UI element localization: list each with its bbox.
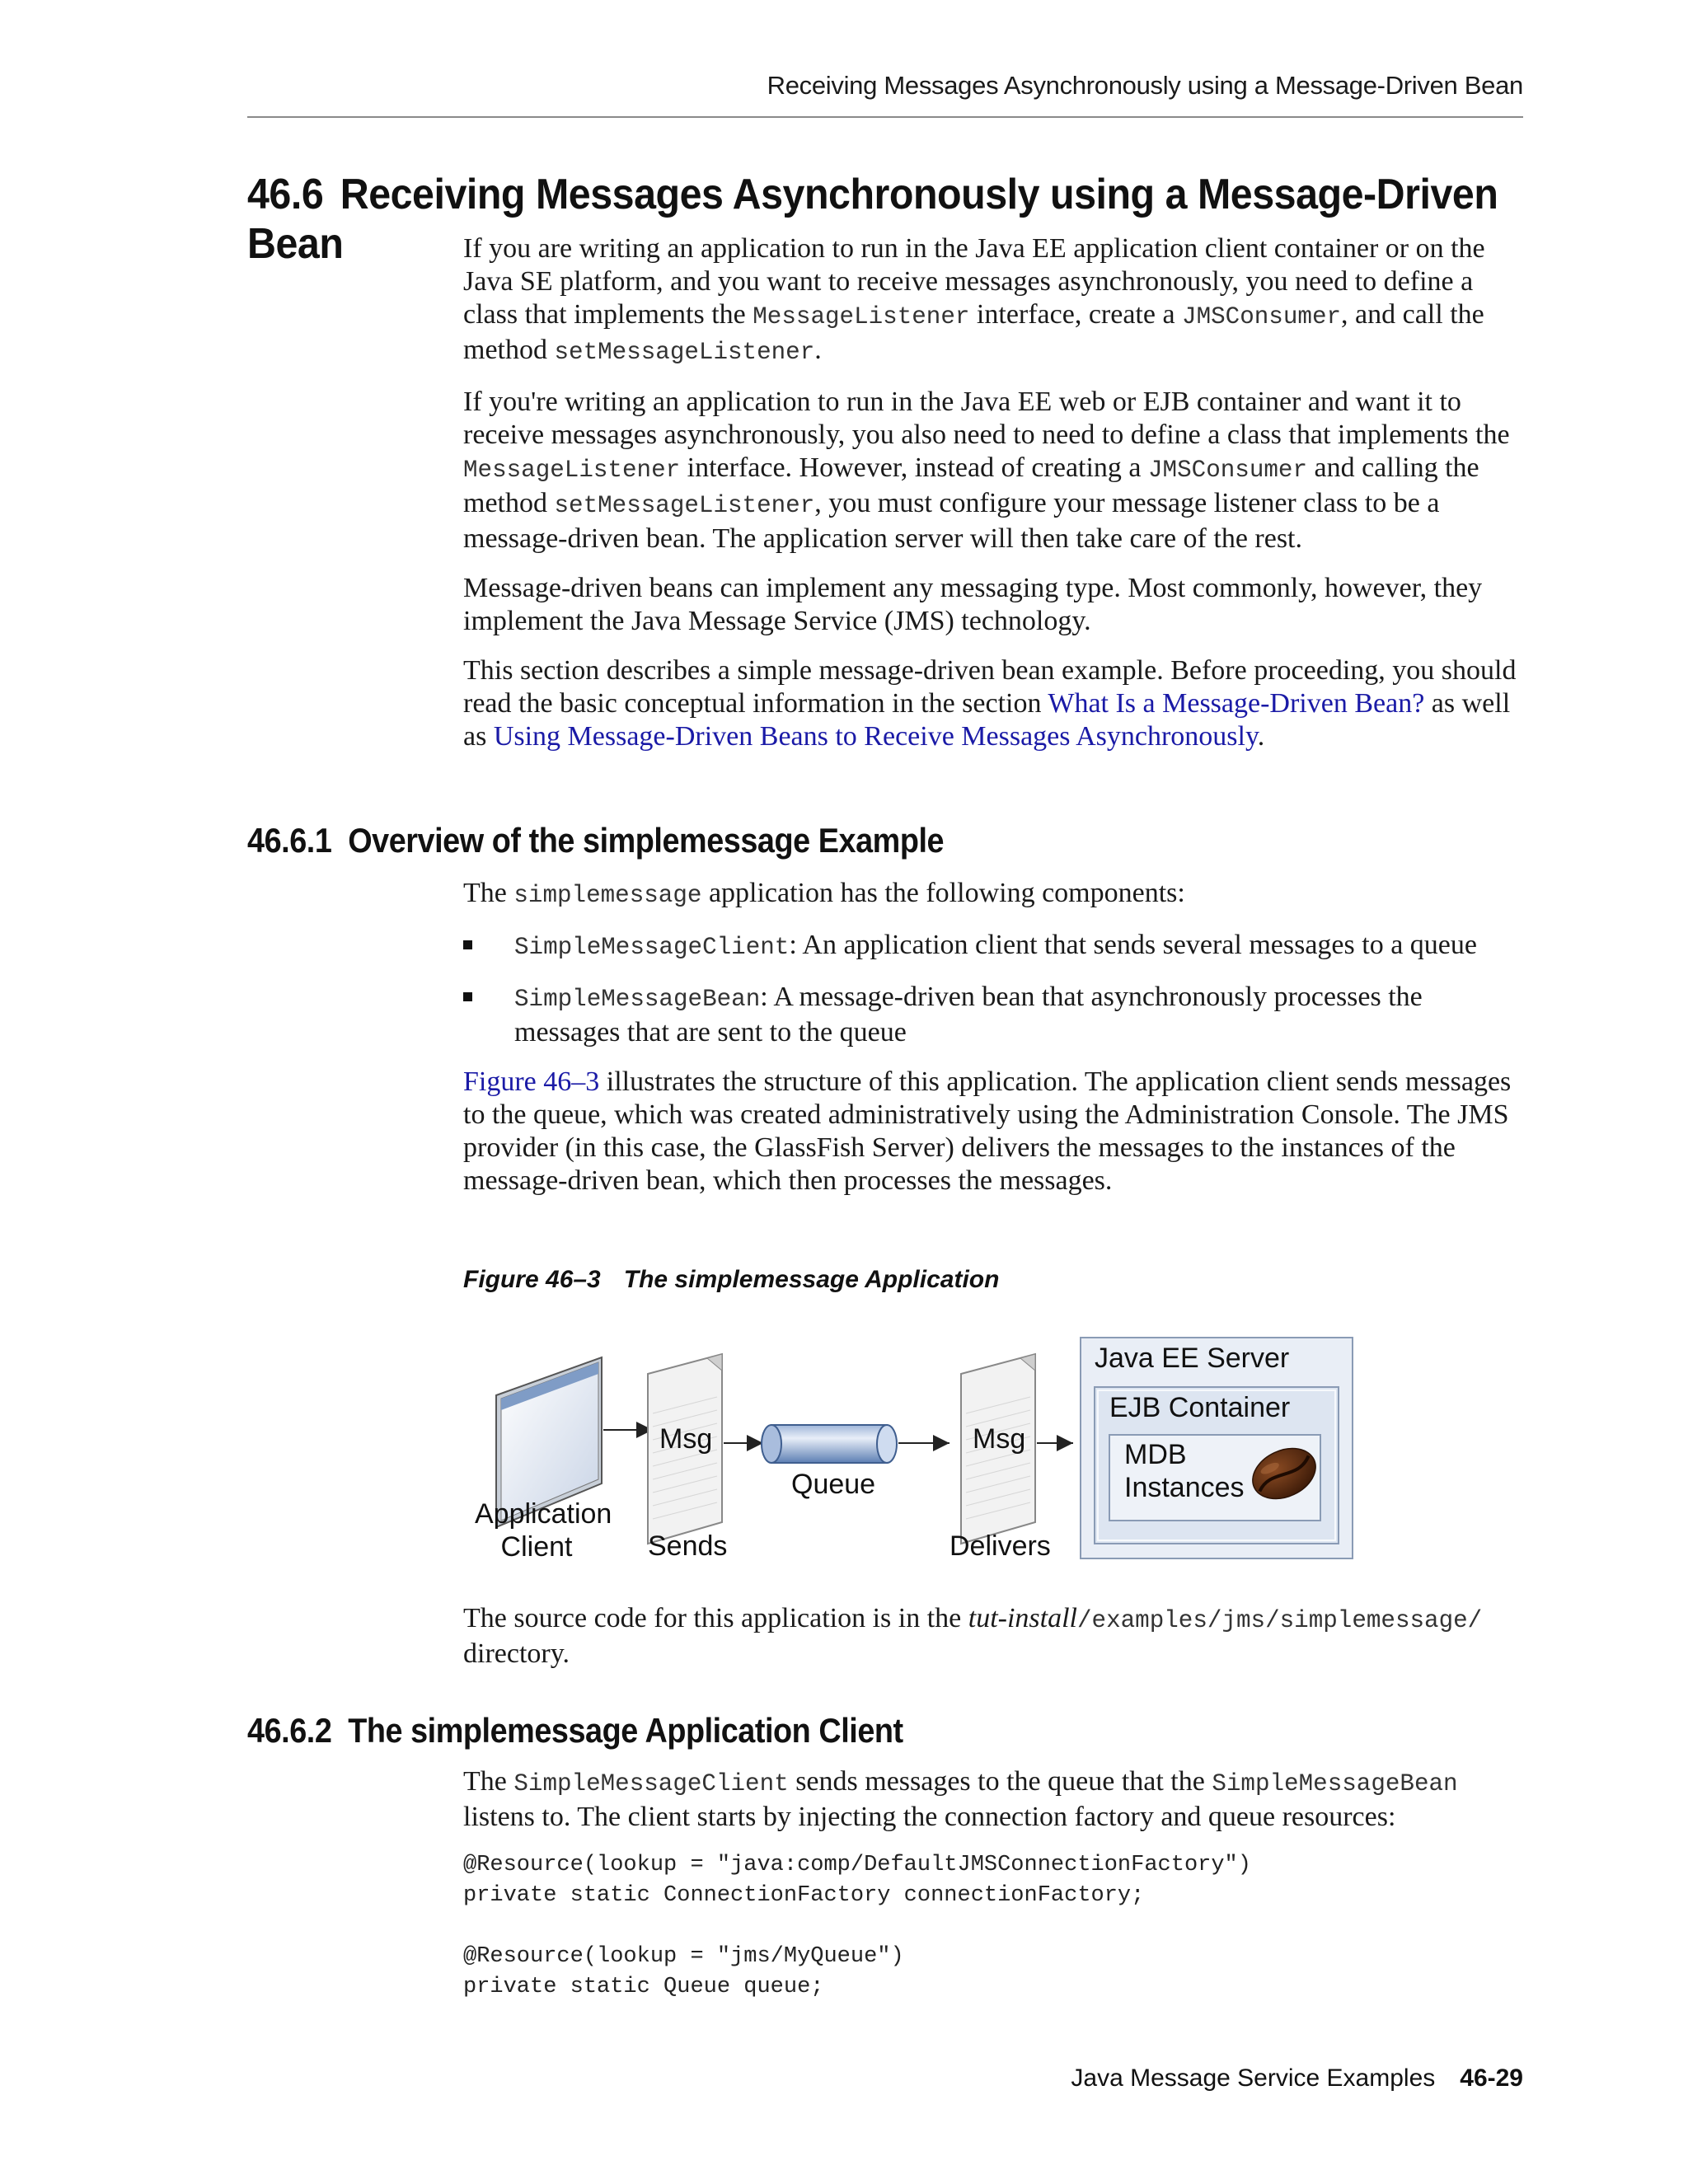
- section-title: Receiving Messages Asynchronously using a Message-Driven Bean: [247, 171, 1498, 268]
- figure-title: The simplemessage Application: [623, 1266, 1000, 1293]
- text-run: The: [463, 878, 514, 908]
- link-using-mdb[interactable]: Using Message-Driven Beans to Receive Messages Asynchronously: [493, 721, 1258, 752]
- inline-code: SimpleMessageBean: [514, 986, 761, 1013]
- architecture-diagram: [462, 1323, 1376, 1570]
- subsection-heading-1: [247, 821, 944, 860]
- inline-code: JMSConsumer: [1182, 303, 1342, 330]
- text-run: .: [1257, 721, 1265, 752]
- bullet-square-icon: [463, 940, 472, 949]
- text-run: The source code for this application is in the: [463, 1603, 968, 1633]
- msg-label: Msg: [659, 1423, 713, 1455]
- components-list: [463, 929, 1526, 1049]
- inline-code: SimpleMessageClient: [514, 934, 790, 961]
- inline-code: setMessageListener: [554, 339, 815, 366]
- italic-placeholder: tut-install: [968, 1603, 1077, 1633]
- inline-code: simplemessage: [513, 882, 702, 909]
- delivers-label: Delivers: [950, 1530, 1051, 1562]
- inline-code: SimpleMessageClient: [513, 1770, 789, 1797]
- inline-code: JMSConsumer: [1148, 457, 1307, 484]
- inline-code: MessageListener: [753, 303, 970, 330]
- page-footer: [247, 2064, 1523, 2093]
- label-line: Instances: [1124, 1472, 1245, 1503]
- paragraph-2: [463, 386, 1526, 555]
- text-run: illustrates the structure of this application. The application client sends messages to the queue, which was created administratively using the Administration Console. The JMS provider (in this case, the GlassFish Server) delivers the messages to the instances of the message-driven bean, which then processes the messages.: [463, 1066, 1512, 1196]
- page-number: 46-29: [1460, 2064, 1523, 2092]
- footer-book-title: Java Message Service Examples: [1071, 2064, 1436, 2092]
- text-run: This section describes a simple message-driven bean example. Before proceeding, you should read the basic conceptual information in the section: [463, 655, 1517, 719]
- text-run: and calling the method: [463, 452, 1479, 518]
- label-line: Client: [500, 1531, 573, 1563]
- java-ee-server-label: Java EE Server: [1095, 1343, 1290, 1374]
- source-location-paragraph: [463, 1602, 1526, 1687]
- figure-number: Figure 46–3: [463, 1266, 601, 1293]
- inline-code: /examples/jms/simplemessage/: [1077, 1607, 1483, 1634]
- figure-description: [463, 1066, 1526, 1197]
- text-run: , and call the method: [463, 299, 1484, 365]
- client-intro: [463, 1765, 1526, 1834]
- mdb-instances-label: [1124, 1438, 1245, 1504]
- text-run: If you're writing an application to run in the Java EE web or EJB container and want it to receive messages asynchronously, you also need to need to define a class that implements the: [463, 387, 1510, 450]
- inline-code: MessageListener: [463, 457, 681, 484]
- label-line: Application: [475, 1498, 612, 1530]
- text-run: sends messages to the queue that the: [788, 1766, 1212, 1797]
- list-item: [463, 981, 1526, 1049]
- subsection-1-body: [463, 877, 1526, 1214]
- inline-code: SimpleMessageBean: [1212, 1770, 1458, 1797]
- text-run: listens to. The client starts by injecting the connection factory and queue resources:: [463, 1802, 1396, 1832]
- section-body: [463, 232, 1526, 770]
- figure-caption: [463, 1266, 999, 1294]
- sends-label: Sends: [648, 1530, 728, 1562]
- paragraph-4: [463, 654, 1526, 753]
- paragraph-3: Message-driven beans can implement any messaging type. Most commonly, however, they implement the Java Message Service (JMS) technology.: [463, 573, 1483, 636]
- running-header: Receiving Messages Asynchronously using a Message-Driven Bean: [767, 71, 1523, 100]
- subsection-number: 46.6.1: [247, 821, 332, 860]
- queue-pipe-icon: [762, 1425, 897, 1463]
- paragraph-1: [463, 232, 1526, 369]
- section-number: 46.6: [247, 171, 324, 218]
- text-run: interface, create a: [969, 299, 1183, 330]
- text-run: interface. However, instead of creating a: [680, 452, 1149, 483]
- text-run: If you are writing an application to run in the Java EE application client container or on the Java SE platform, and you want to receive messages asynchronously, you need to define a class that implements the: [463, 233, 1485, 330]
- header-rule: [247, 116, 1523, 118]
- subsection-number: 46.6.2: [247, 1711, 332, 1750]
- list-item: [463, 929, 1526, 964]
- link-figure-46-3[interactable]: Figure 46–3: [463, 1066, 600, 1097]
- text-run: as well as: [463, 688, 1511, 752]
- msg-label: Msg: [973, 1423, 1026, 1455]
- application-client-label: [475, 1497, 612, 1563]
- link-what-is-mdb[interactable]: What Is a Message-Driven Bean?: [1048, 688, 1425, 719]
- subsection-title: The simplemessage Application Client: [348, 1711, 903, 1750]
- bullet-square-icon: [463, 992, 472, 1001]
- text-run: directory.: [463, 1638, 570, 1669]
- components-intro: [463, 877, 1526, 912]
- text-run: , you must configure your message listener class to be a message-driven bean. The application server will then take care of the rest.: [463, 488, 1440, 554]
- text-run: application has the following components:: [701, 878, 1185, 908]
- text-run: .: [814, 335, 822, 365]
- source-location: [463, 1602, 1526, 1671]
- subsection-heading-2: [247, 1711, 903, 1750]
- list-item-text: : A message-driven bean that asynchronously processes the messages that are sent to the queue: [514, 982, 1423, 1047]
- code-listing: @Resource(lookup = "java:comp/DefaultJMSConnectionFactory") private static ConnectionFactory connectionFactory; @Resource(lookup = "jms/MyQueue") private static Queue queue;: [463, 1853, 1251, 1999]
- inline-code: setMessageListener: [554, 492, 815, 519]
- subsection-2-body: [463, 1765, 1526, 2003]
- subsection-title: Overview of the simplemessage Example: [348, 821, 945, 860]
- list-item-text: : An application client that sends several messages to a queue: [789, 930, 1477, 960]
- ejb-container-label: EJB Container: [1109, 1392, 1291, 1423]
- text-run: The: [463, 1766, 514, 1797]
- queue-label: Queue: [791, 1469, 876, 1500]
- label-line: MDB: [1124, 1439, 1187, 1470]
